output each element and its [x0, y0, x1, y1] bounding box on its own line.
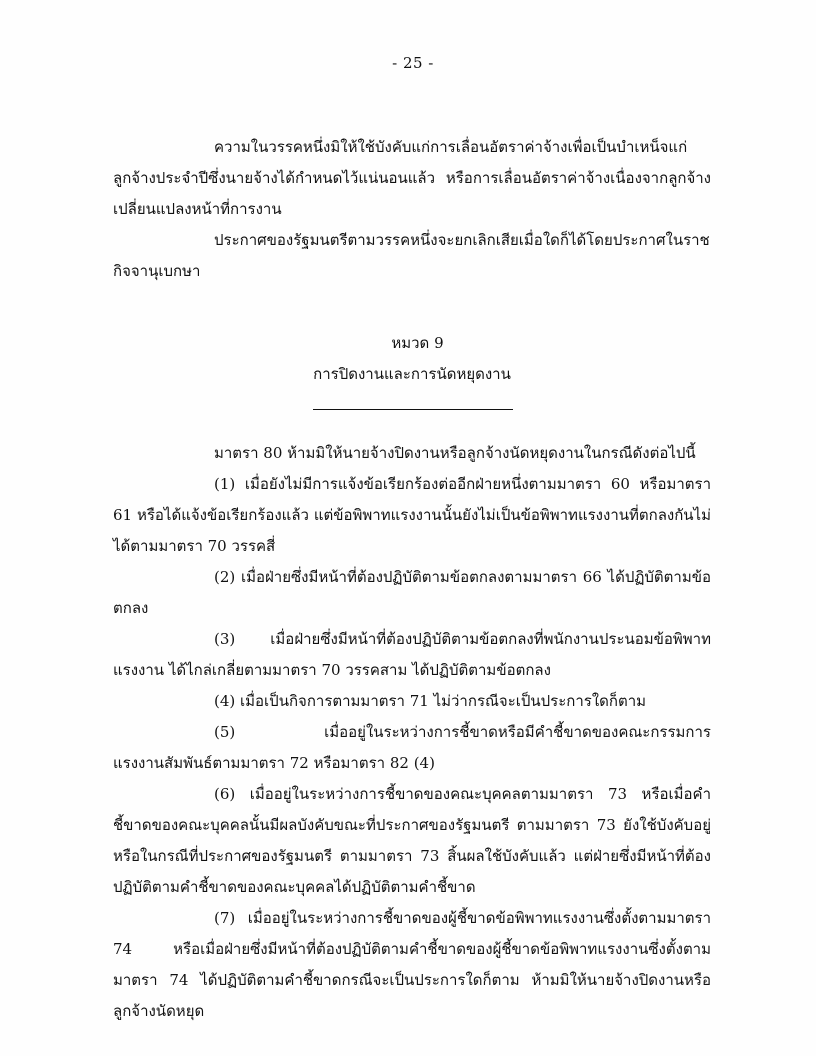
page-content	[113, 132, 711, 1027]
section-item: (7) เมื่ออยู่ในระหว่างการชี้ขาดของผู้ชี้ขาดข้อพิพาทแรงงานซึ่งตั้งตามมาตรา 74 หรือเมื่อฝ่ายซึ่งมีหน้าที่ต้องปฏิบัติตามคำชี้ขาดของผู้ชี้ขาดข้อพิพาทแรงงานซึ่งตั้งตามมาตรา 74 ได้ปฏิบัติตามคำชี้ขาดกรณีจะเป็นประการใดก็ตาม ห้ามมิให้นายจ้างปิดงานหรือลูกจ้างนัดหยุด	[113, 909, 711, 1020]
page-number: - 25 -	[392, 54, 434, 72]
intro-paragraph: ความในวรรคหนึ่งมิให้ใช้บังคับแก่การเลื่อนอัตราค่าจ้างเพื่อเป็นบำเหน็จแก่ลูกจ้างประจำปีซึ่งนายจ้างได้กำหนดไว้แน่นอนแล้ว หรือการเลื่อนอัตราค่าจ้างเนื่องจากลูกจ้างเปลี่ยนแปลงหน้าที่การงาน	[113, 138, 711, 218]
intro-paragraph: ประกาศของรัฐมนตรีตามวรรคหนึ่งจะยกเลิกเสียเมื่อใดก็ได้โดยประกาศในราชกิจจานุเบกษา	[113, 231, 710, 280]
chapter-number: หมวด 9	[391, 334, 444, 352]
section-item: (1) เมื่อยังไม่มีการแจ้งข้อเรียกร้องต่ออีกฝ่ายหนึ่งตามมาตรา 60 หรือมาตรา 61 หรือได้แจ้งข้อเรียกร้องแล้ว แต่ข้อพิพาทแรงงานนั้นยังไม่เป็นข้อพิพาทแรงงานที่ตกลงกันไม่ได้ตามมาตรา 70 วรรคสี่	[113, 475, 711, 555]
section-item: (6) เมื่ออยู่ในระหว่างการชี้ขาดของคณะบุคคลตามมาตรา 73 หรือเมื่อคำชี้ขาดของคณะบุคคลนั้นมีผลบังคับขณะที่ประกาศของรัฐมนตรี ตามมาตรา 73 ยังใช้บังคับอยู่หรือในกรณีที่ประกาศของรัฐมนตรี ตามมาตรา 73 สิ้นผลใช้บังคับแล้ว แต่ฝ่ายซึ่งมีหน้าที่ต้องปฏิบัติตามคำชี้ขาดของคณะบุคคลได้ปฏิบัติตามคำชี้ขาด	[113, 785, 711, 896]
section-item: (5) เมื่ออยู่ในระหว่างการชี้ขาดหรือมีคำชี้ขาดของคณะกรรมการแรงงานสัมพันธ์ตามมาตรา 72 หรือมาตรา 82 (4)	[113, 723, 711, 772]
chapter-title: การปิดงานและการนัดหยุดงาน	[313, 365, 511, 383]
section-heading: มาตรา 80 ห้ามมิให้นายจ้างปิดงานหรือลูกจ้างนัดหยุดงานในกรณีดังต่อไปนี้	[214, 444, 696, 462]
chapter-divider	[313, 409, 513, 410]
chapter-heading	[113, 328, 711, 390]
section-item: (3) เมื่อฝ่ายซึ่งมีหน้าที่ต้องปฏิบัติตามข้อตกลงที่พนักงานประนอมข้อพิพาทแรงงาน ได้ไกล่เกลี่ยตามมาตรา 70 วรรคสาม ได้ปฏิบัติตามข้อตกลง	[113, 630, 711, 679]
section-item: (4) เมื่อเป็นกิจการตามมาตรา 71 ไม่ว่ากรณีจะเป็นประการใดก็ตาม	[214, 692, 647, 710]
section-item: (2) เมื่อฝ่ายซึ่งมีหน้าที่ต้องปฏิบัติตามข้อตกลงตามมาตรา 66 ได้ปฏิบัติตามข้อตกลง	[113, 568, 711, 617]
